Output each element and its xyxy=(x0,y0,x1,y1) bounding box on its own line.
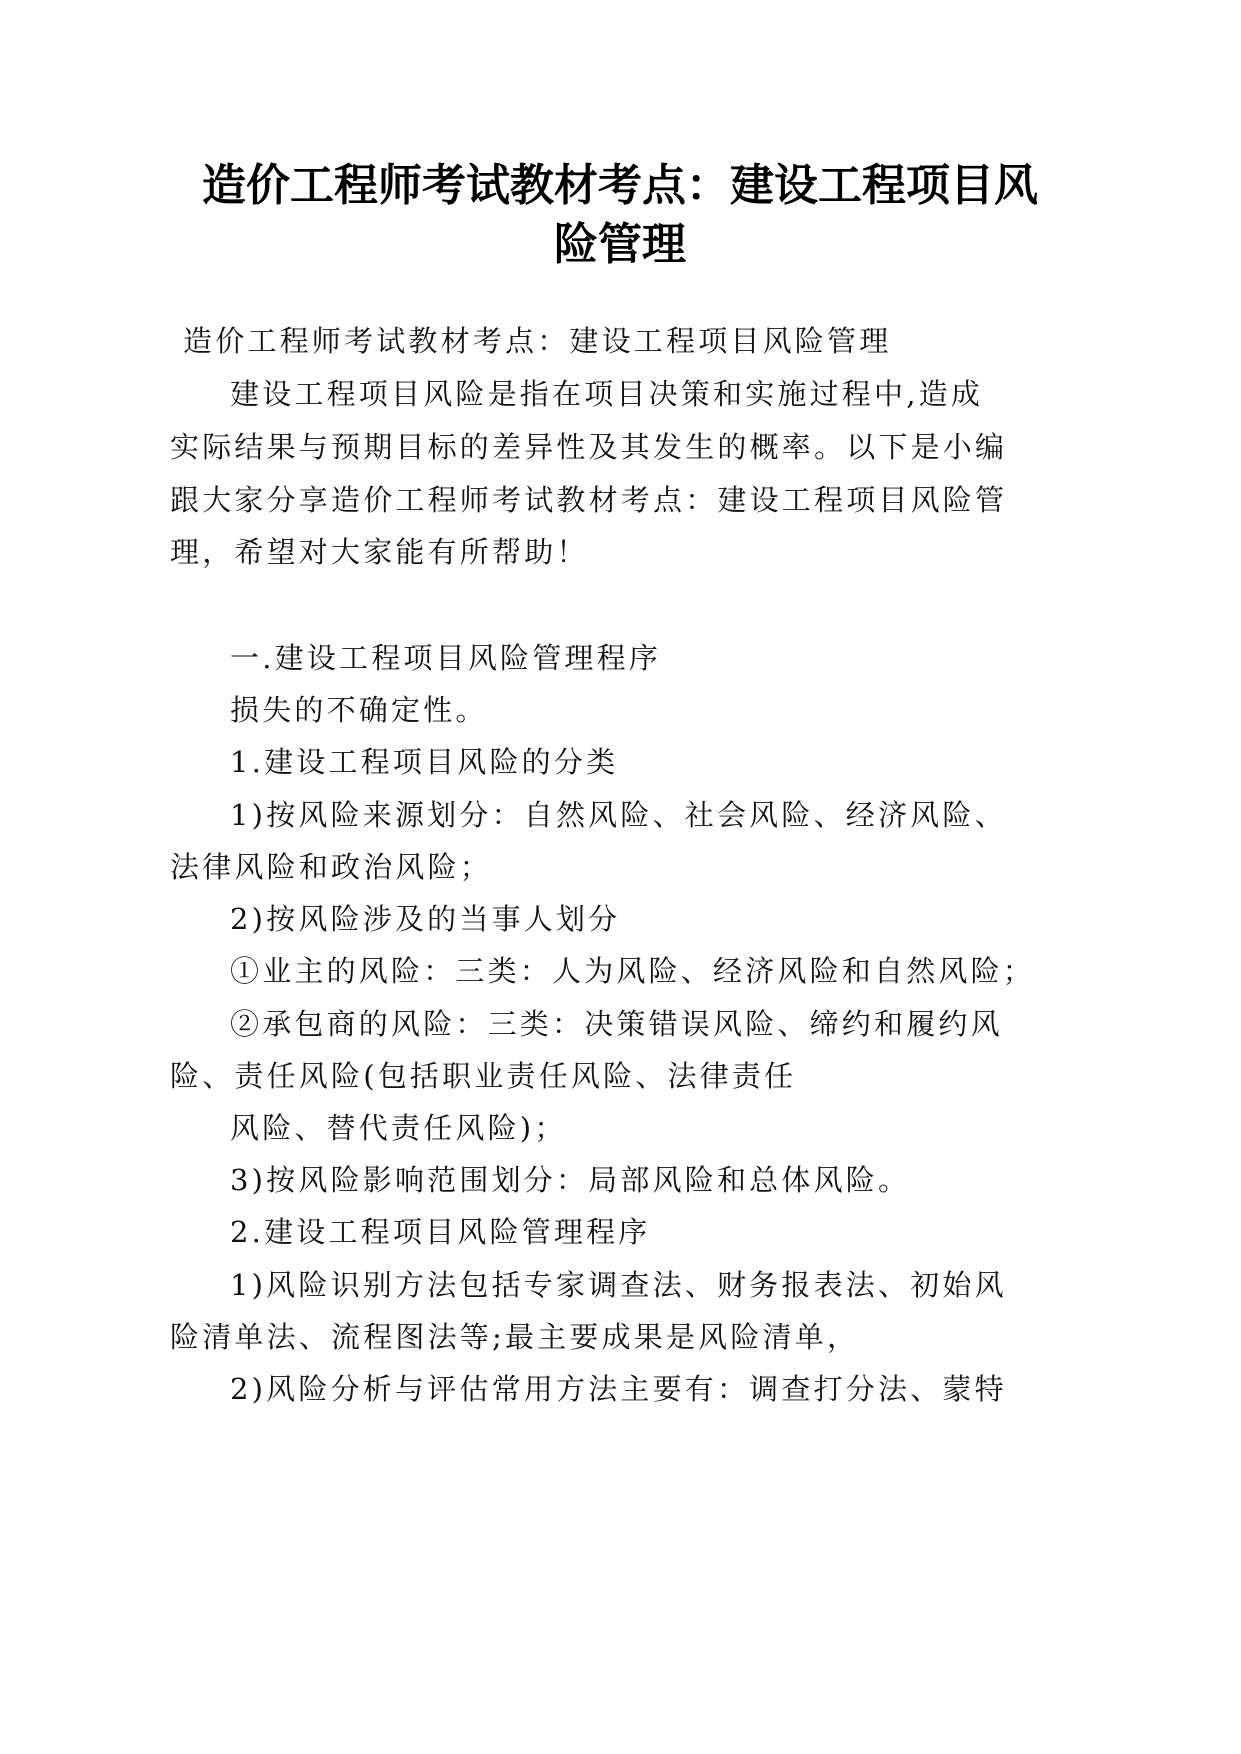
list-item-line: 1)风险识别方法包括专家调查法、财务报表法、初始风 xyxy=(230,1268,1007,1302)
paragraph-line: 建设工程项目风险是指在项目决策和实施过程中,造成 xyxy=(230,377,984,411)
paragraph-line: 理，希望对大家能有所帮助！ xyxy=(170,535,589,569)
list-item-line: 1)按风险来源划分：自然风险、社会风险、经济风险、 xyxy=(230,798,1007,832)
paragraph-line: 实际结果与预期目标的差异性及其发生的概率。以下是小编 xyxy=(170,430,1008,464)
list-item-line: ②承包商的风险：三类：决策错误风险、缔约和履约风 xyxy=(230,1007,1003,1041)
document-title-line-2: 险管理 xyxy=(554,219,686,270)
document-title-line-1: 造价工程师考试教材考点：建设工程项目风 xyxy=(202,160,1038,211)
paragraph-line: 损失的不确定性。 xyxy=(230,693,488,727)
list-item-line: 险、责任风险(包括职业责任风险、法律责任 xyxy=(170,1059,797,1093)
list-item-line: 2)风险分析与评估常用方法主要有：调查打分法、蒙特 xyxy=(230,1372,1007,1406)
list-item-line: 法律风险和政治风险； xyxy=(170,850,493,884)
section-heading: 一.建设工程项目风险管理程序 xyxy=(230,641,662,675)
list-item-line: 风险、替代责任风险)； xyxy=(230,1111,567,1145)
subsection-heading: 1.建设工程项目风险的分类 xyxy=(230,745,619,779)
subsection-heading: 2.建设工程项目风险管理程序 xyxy=(230,1215,651,1249)
list-item-line: 险清单法、流程图法等;最主要成果是风险清单， xyxy=(170,1320,860,1354)
list-item-line: 2)按风险涉及的当事人划分 xyxy=(230,902,621,936)
list-item-line: 3)按风险影响范围划分：局部风险和总体风险。 xyxy=(230,1163,911,1197)
subtitle-line: 造价工程师考试教材考点：建设工程项目风险管理 xyxy=(183,324,892,358)
paragraph-line: 跟大家分享造价工程师考试教材考点：建设工程项目风险管 xyxy=(170,483,1008,517)
list-item-line: ①业主的风险：三类：人为风险、经济风险和自然风险； xyxy=(230,954,1036,988)
